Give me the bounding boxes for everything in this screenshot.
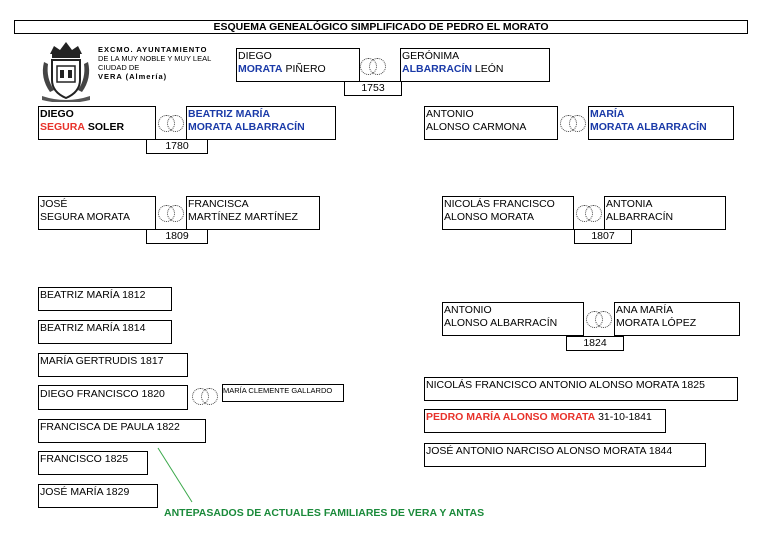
left-gen2-husband-surnames <box>40 121 124 133</box>
right-gen4-wife-line1: ANA MARÍA <box>616 304 674 316</box>
right-gen3-year: 1807 <box>574 229 632 244</box>
ayuntamiento-line2: DE LA MUY NOBLE Y MUY LEAL <box>98 54 212 63</box>
left-gen3-husband-line1: JOSÉ <box>40 198 68 210</box>
left-gen2-wife-line1: BEATRIZ MARÍA <box>188 108 271 120</box>
right-gen3-wedding-rings-icon <box>574 203 604 225</box>
gen1-husband-surname2: PIÑERO <box>285 63 326 75</box>
right-gen3-husband-line1: NICOLÁS FRANCISCO <box>444 198 555 210</box>
gen1-wife-surnames <box>402 63 504 75</box>
page-title: ESQUEMA GENEALÓGICO SIMPLIFICADO DE PEDRO EL MORATO <box>14 20 748 34</box>
gen1-wedding-rings-icon <box>358 56 388 78</box>
left-gen3-year: 1809 <box>146 229 208 244</box>
right-gen4-year: 1824 <box>566 336 624 351</box>
gen1-wife-surname2: LEÓN <box>474 63 504 75</box>
gen1-husband-surname1: MORATA <box>238 63 283 75</box>
right-child-2 <box>426 411 652 423</box>
left-gen3-wedding-rings-icon <box>156 203 186 225</box>
right-gen2-husband-line1: ANTONIO <box>426 108 474 120</box>
right-child-1: NICOLÁS FRANCISCO ANTONIO ALONSO MORATA 1825 <box>426 379 705 391</box>
footer-note: ANTEPASADOS DE ACTUALES FAMILIARES DE VERA Y ANTAS <box>164 507 485 519</box>
left-child-4: DIEGO FRANCISCO 1820 <box>40 388 165 400</box>
right-gen3-wife-line2: ALBARRACÍN <box>606 211 674 223</box>
coat-of-arms-icon <box>40 40 92 102</box>
ayuntamiento-line1: EXCMO. AYUNTAMIENTO <box>98 45 208 54</box>
ayuntamiento-line4: VERA (Almería) <box>98 72 168 81</box>
left-child-6: FRANCISCO 1825 <box>40 453 129 465</box>
left-gen2-husband-first: DIEGO <box>40 108 74 120</box>
right-gen3-wife-line1: ANTONIA <box>606 198 653 210</box>
left-gen2-wedding-rings-icon <box>156 113 186 135</box>
note-pointer-line <box>150 440 200 510</box>
left-gen3-wife-line2: MARTÍNEZ MARTÍNEZ <box>188 211 298 223</box>
diego-francisco-wedding-rings-icon <box>190 386 220 408</box>
left-child-1: BEATRIZ MARÍA 1812 <box>40 289 146 301</box>
ayuntamiento-header <box>98 45 211 81</box>
left-child-7: JOSÉ MARÍA 1829 <box>40 486 130 498</box>
right-gen2-wife-line1: MARÍA <box>590 108 625 120</box>
left-child-3: MARÍA GERTRUDIS 1817 <box>40 355 164 367</box>
gen1-year: 1753 <box>344 81 402 96</box>
pedro-maria-name: PEDRO MARÍA ALONSO MORATA <box>426 411 596 423</box>
pedro-maria-date: 31-10-1841 <box>598 411 652 423</box>
right-gen4-wedding-rings-icon <box>584 309 614 331</box>
gen1-wife-first: GERÓNIMA <box>402 50 460 62</box>
ayuntamiento-line3: CIUDAD DE <box>98 63 140 72</box>
right-gen3-husband-line2: ALONSO MORATA <box>444 211 535 223</box>
right-gen4-husband-line2: ALONSO ALBARRACÍN <box>444 317 558 329</box>
right-child-3: JOSÉ ANTONIO NARCISO ALONSO MORATA 1844 <box>426 445 673 457</box>
left-gen2-wife-line2: MORATA ALBARRACÍN <box>188 121 305 133</box>
gen1-wife-surname1: ALBARRACÍN <box>402 63 472 75</box>
gen1-husband-first: DIEGO <box>238 50 272 62</box>
right-gen4-wife-line2: MORATA LÓPEZ <box>616 317 697 329</box>
left-gen3-wife-line1: FRANCISCA <box>188 198 249 210</box>
left-child-2: BEATRIZ MARÍA 1814 <box>40 322 146 334</box>
left-gen2-husband-surname2: SOLER <box>87 121 125 133</box>
left-child-5: FRANCISCA DE PAULA 1822 <box>40 421 180 433</box>
right-gen4-husband-line1: ANTONIO <box>444 304 492 316</box>
right-gen2-husband-line2: ALONSO CARMONA <box>426 121 527 133</box>
right-gen2-wife-line2: MORATA ALBARRACÍN <box>590 121 707 133</box>
left-gen2-husband-surname1: SEGURA <box>40 121 85 133</box>
left-gen3-husband-line2: SEGURA MORATA <box>40 211 131 223</box>
diego-spouse: MARÍA CLEMENTE GALLARDO <box>223 386 333 395</box>
gen1-husband-surnames <box>238 63 326 75</box>
right-gen2-wedding-rings-icon <box>558 113 588 135</box>
left-gen2-year: 1780 <box>146 139 208 154</box>
